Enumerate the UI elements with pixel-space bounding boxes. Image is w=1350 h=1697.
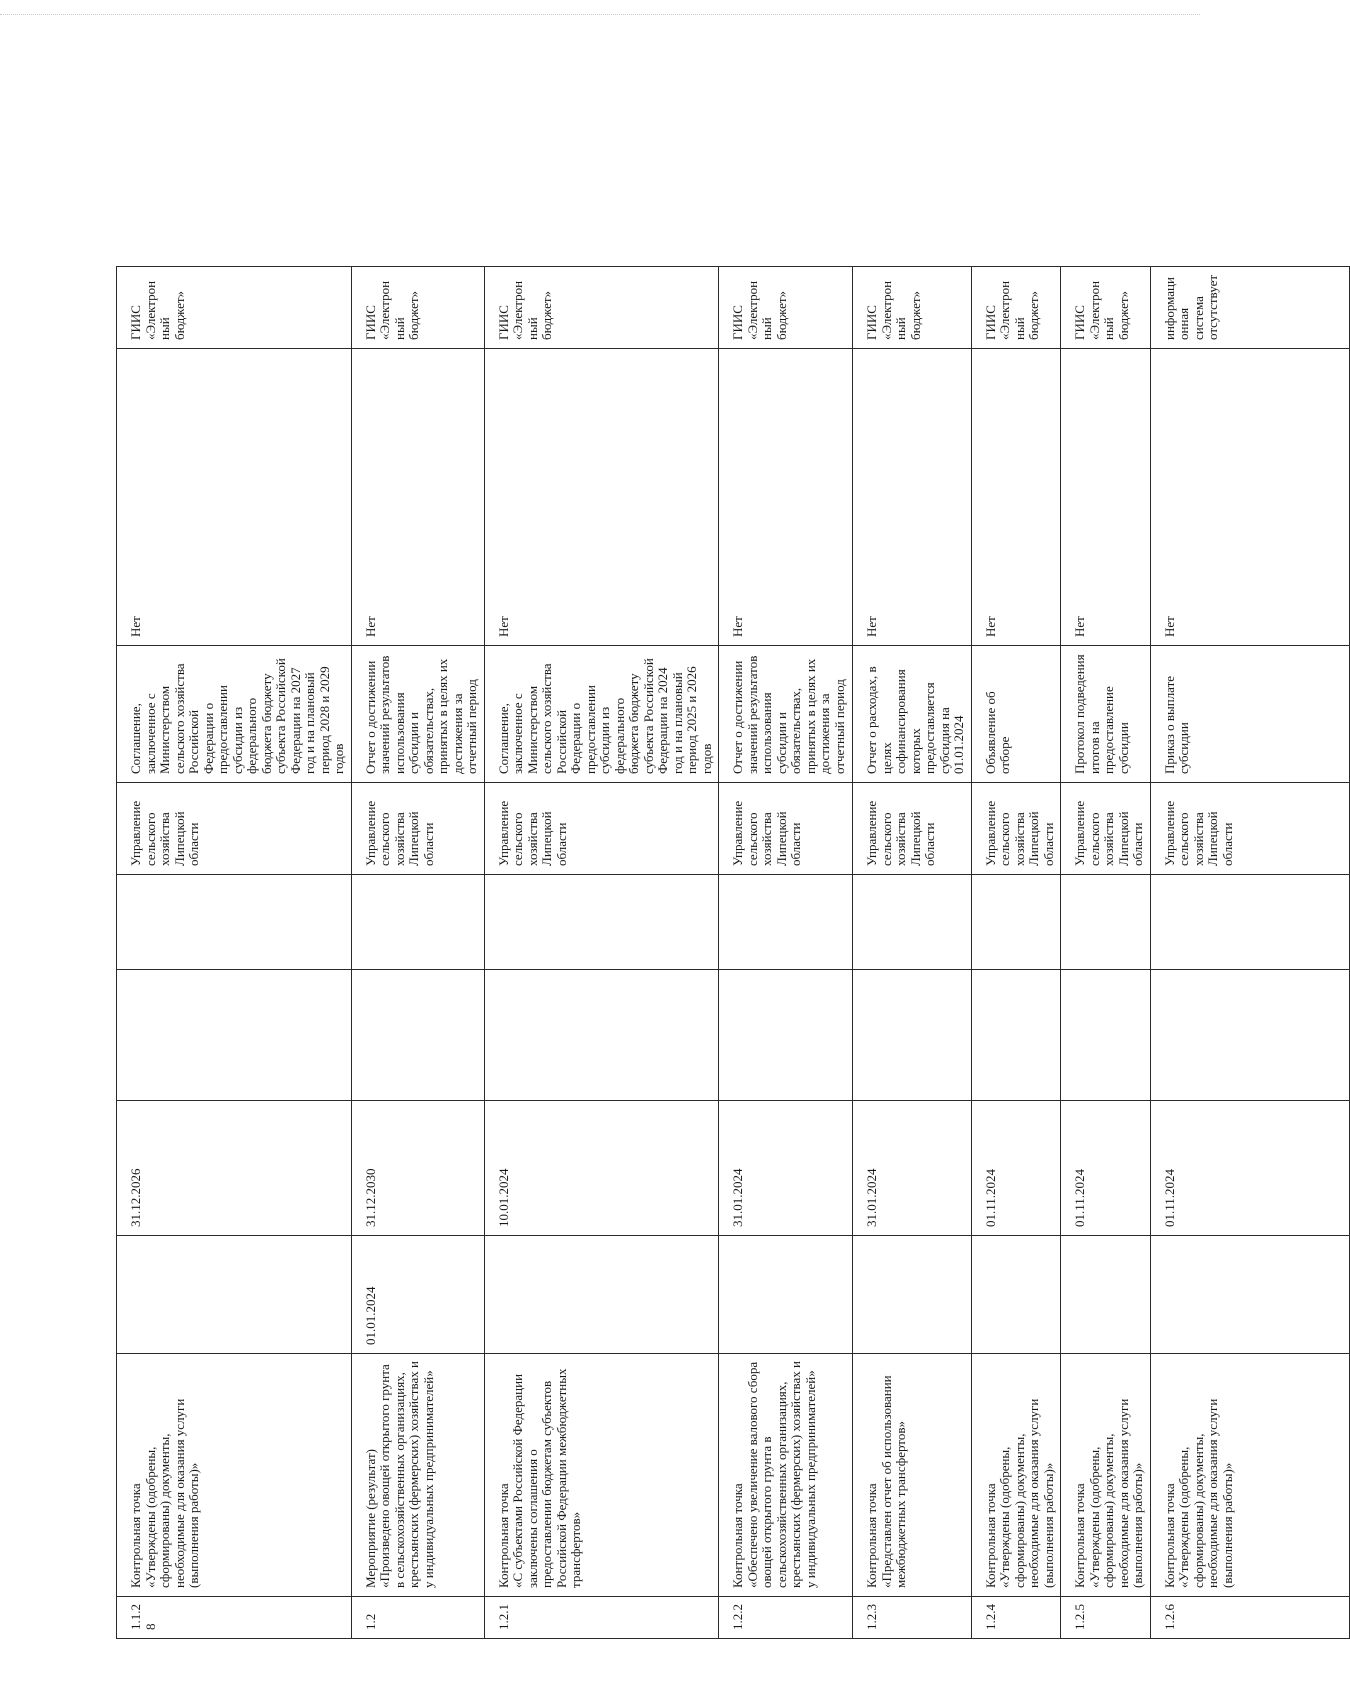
row-responsible: Управление сельского хозяйства Липецкой области — [1061, 783, 1151, 875]
table-row — [1061, 64, 1151, 1639]
row-flag: Нет — [853, 349, 972, 646]
row-start-date — [719, 1236, 853, 1354]
row-number: 1.2.1 — [484, 1597, 719, 1639]
row-type: Мероприятие (результат) — [362, 1449, 378, 1588]
row-responsible: Управление сельского хозяйства Липецкой области — [853, 783, 972, 875]
row-empty-cell — [719, 970, 853, 1101]
row-empty-cell — [971, 875, 1061, 970]
row-title — [117, 1354, 352, 1597]
row-start-date — [484, 1236, 719, 1354]
row-number: 1.2.5 — [1061, 1597, 1151, 1639]
row-end-date: 31.12.2030 — [351, 1101, 484, 1236]
row-number: 1.1.28 — [117, 1597, 352, 1639]
row-info-system: ГИИС «Электронный бюджет» — [853, 267, 972, 349]
row-flag: Нет — [971, 349, 1061, 646]
row-empty-cell — [853, 875, 972, 970]
row-type: Контрольная точка — [1072, 1483, 1087, 1588]
control-points-table — [116, 63, 1350, 1639]
row-empty-cell — [1150, 875, 1349, 970]
row-document: Соглашение, заключенное с Министерством сельского хозяйства Российской Федерации о предоставлении субсидии из федерального бюджета бюджету субъекта Российской Федерации на 2024 год и на плановый период 2025 и 2026 годов — [484, 646, 719, 783]
row-type: Контрольная точка — [128, 1483, 143, 1588]
row-end-date: 31.01.2024 — [853, 1101, 972, 1236]
row-end-date: 10.01.2024 — [484, 1101, 719, 1236]
row-number: 1.2.6 — [1150, 1597, 1349, 1639]
row-empty-cell — [1061, 970, 1151, 1101]
row-empty-cell — [1150, 970, 1349, 1101]
row-empty-cell — [351, 875, 484, 970]
row-end-date: 31.01.2024 — [719, 1101, 853, 1236]
row-end-date: 01.11.2024 — [971, 1101, 1061, 1236]
row-empty-cell — [484, 970, 719, 1101]
row-start-date — [1150, 1236, 1349, 1354]
row-end-date: 01.11.2024 — [1061, 1101, 1151, 1236]
row-title — [351, 1354, 484, 1597]
row-start-date: 01.01.2024 — [351, 1236, 484, 1354]
row-empty-cell — [117, 875, 352, 970]
row-description: «Утверждены (одобрены, сформированы) документы, необходимые для оказания услуги (выполнения работы)» — [997, 1398, 1056, 1588]
row-responsible: Управление сельского хозяйства Липецкой области — [117, 783, 352, 875]
row-empty-cell — [853, 970, 972, 1101]
row-start-date — [853, 1236, 972, 1354]
row-number: 1.2.2 — [719, 1597, 853, 1639]
row-empty-cell — [484, 875, 719, 970]
row-info-system: ГИИС «Электронный бюджет» — [484, 267, 719, 349]
row-document: Приказ о выплате субсидии — [1150, 646, 1349, 783]
table-row — [971, 64, 1061, 1639]
table-row — [484, 64, 719, 1639]
row-info-system: ГИИС «Электронный бюджет» — [1061, 267, 1151, 349]
row-empty-cell — [351, 970, 484, 1101]
row-responsible: Управление сельского хозяйства Липецкой области — [971, 783, 1061, 875]
row-responsible: Управление сельского хозяйства Липецкой области — [484, 783, 719, 875]
row-title — [1150, 1354, 1349, 1597]
row-empty-cell — [719, 875, 853, 970]
row-info-system: информационная система отсутствует — [1150, 267, 1349, 349]
row-type: Контрольная точка — [1161, 1483, 1177, 1588]
row-title — [719, 1354, 853, 1597]
row-type: Контрольная точка — [730, 1483, 745, 1588]
row-description: «Утверждены (одобрены, сформированы) документы, необходимые для оказания услуги (выполнения работы)» — [1086, 1398, 1145, 1588]
row-document: Протокол подведения итогов на предоставление субсидии — [1061, 646, 1151, 783]
table-row — [117, 64, 352, 1639]
row-empty-cell — [117, 970, 352, 1101]
row-description: «Представлен отчет об использовании межбюджетных трансфертов» — [878, 1375, 908, 1588]
table-body — [117, 64, 1350, 1639]
row-start-date — [971, 1236, 1061, 1354]
row-responsible: Управление сельского хозяйства Липецкой области — [1150, 783, 1349, 875]
row-responsible: Управление сельского хозяйства Липецкой области — [719, 783, 853, 875]
row-description: «С субъектами Российской Федерации заключены соглашения о предоставлении бюджетам субъектов Российской Федерации межбюджетных трансфертов» — [510, 1368, 583, 1588]
rotated-page — [116, 64, 1235, 1639]
row-end-date: 31.12.2026 — [117, 1101, 352, 1236]
page-top-edge — [0, 14, 1200, 15]
row-document: Отчет о расходах, в целях софинансирования которых предоставляется субсидия на 01.01.2024 — [853, 646, 972, 783]
row-document: Отчет о достижении значений результатов использования субсидии и обязательствах, принятых в целях их достижения за отчетный период — [351, 646, 484, 783]
row-empty-cell — [1061, 875, 1151, 970]
row-title — [1061, 1354, 1151, 1597]
row-description: «Утверждены (одобрены, сформированы) документы, необходимые для оказания услуги (выполнения работы)» — [1176, 1398, 1235, 1588]
row-flag: Нет — [484, 349, 719, 646]
row-info-system: ГИИС «Электронный бюджет» — [719, 267, 853, 349]
row-info-system: ГИИС «Электронный бюджет» — [117, 267, 352, 349]
row-empty-cell — [971, 970, 1061, 1101]
row-document: Отчет о достижении значений результатов использования субсидии и обязательствах, принятых в целях их достижения за отчетный период — [719, 646, 853, 783]
row-flag: Нет — [719, 349, 853, 646]
row-flag: Нет — [1061, 349, 1151, 646]
row-type: Контрольная точка — [864, 1483, 879, 1588]
row-start-date — [117, 1236, 352, 1354]
row-flag: Нет — [117, 349, 352, 646]
row-document: Объявление об отборе — [971, 646, 1061, 783]
table-row — [853, 64, 972, 1639]
row-type: Контрольная точка — [495, 1483, 511, 1588]
row-description: «Утверждены (одобрены, сформированы) документы, необходимые для оказания услуги (выполнения работы)» — [142, 1398, 201, 1588]
row-number: 1.2.3 — [853, 1597, 972, 1639]
table-row — [719, 64, 853, 1639]
row-start-date — [1061, 1236, 1151, 1354]
row-title — [853, 1354, 972, 1597]
row-type: Контрольная точка — [982, 1483, 998, 1588]
row-flag: Нет — [1150, 349, 1349, 646]
row-title — [971, 1354, 1061, 1597]
table-row — [1150, 64, 1349, 1639]
table-row — [351, 64, 484, 1639]
row-number: 1.2.4 — [971, 1597, 1061, 1639]
row-info-system: ГИИС «Электронный бюджет» — [351, 267, 484, 349]
row-document: Соглашение, заключенное с Министерством сельского хозяйства Российской Федерации о предоставлении субсидии из федерального бюджета бюджету субъекта Российской Федерации на 2027 год и на плановый период 2028 и 2029 годов — [117, 646, 352, 783]
row-info-system: ГИИС «Электронный бюджет» — [971, 267, 1061, 349]
row-title — [484, 1354, 719, 1597]
row-responsible: Управление сельского хозяйства Липецкой области — [351, 783, 484, 875]
row-description: «Произведено овощей открытого грунта в сельскохозяйственных организациях, крестьянских (фермерских) хозяйствах и у индивидуальных предпринимателей» — [377, 1361, 436, 1588]
row-number: 1.2 — [351, 1597, 484, 1639]
row-flag: Нет — [351, 349, 484, 646]
row-end-date: 01.11.2024 — [1150, 1101, 1349, 1236]
row-description: «Обеспечено увеличение валового сбора овощей открытого грунта в сельскохозяйственных организациях, крестьянских (фермерских) хозяйствах и у индивидуальных предпринимателей» — [744, 1361, 818, 1588]
